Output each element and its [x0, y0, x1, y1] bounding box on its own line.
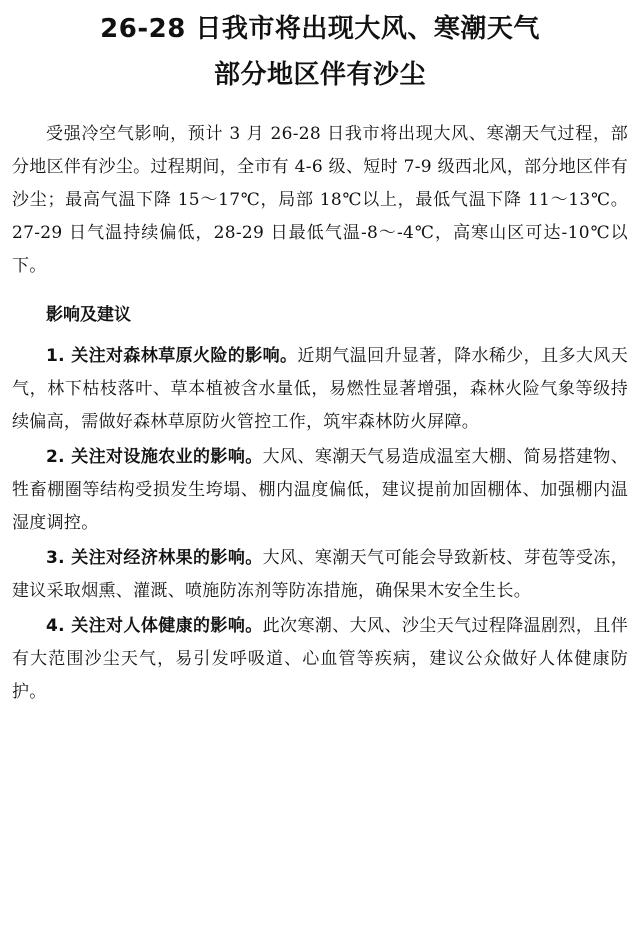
advice-item-4-heading: 4. 关注对人体健康的影响。 [46, 616, 263, 636]
advice-item-4-body: 此次寒潮、大风、沙尘天气过程降温剧烈，且伴有大范围沙尘天气，易引发呼吸道、心血管等疾病，建议公众做好人体健康防护。 [12, 616, 628, 702]
section-heading: 影响及建议 [46, 305, 131, 325]
advice-item-2-heading: 2. 关注对设施农业的影响。 [46, 447, 263, 467]
advice-item-3 [12, 542, 628, 608]
document-title-line1: 26-28 日我市将出现大风、寒潮天气 [100, 14, 540, 44]
advice-item-1-body: 近期气温回升显著，降水稀少，且多大风天气，林下枯枝落叶、草本植被含水量低，易燃性显著增强，森林火险气象等级持续偏高，需做好森林草原防火管控工作，筑牢森林防火屏障。 [12, 346, 628, 432]
advice-item-2 [12, 441, 628, 540]
advice-item-3-heading: 3. 关注对经济林果的影响。 [46, 548, 263, 568]
document-title-line2: 部分地区伴有沙尘 [213, 60, 426, 90]
advice-item-3-body: 大风、寒潮天气可能会导致新枝、芽苞等受冻，建议采取烟熏、灌溉、喷施防冻剂等防冻措施，确保果木安全生长。 [12, 548, 628, 601]
advice-item-2-body: 大风、寒潮天气易造成温室大棚、简易搭建物、牲畜棚圈等结构受损发生垮塌、棚内温度偏低，建议提前加固棚体、加强棚内温湿度调控。 [12, 447, 628, 533]
advice-item-1-heading: 1. 关注对森林草原火险的影响。 [46, 346, 298, 366]
intro-paragraph: 受强冷空气影响，预计 3 月 26-28 日我市将出现大风、寒潮天气过程，部分地区伴有沙尘。过程期间，全市有 4-6 级、短时 7-9 级西北风，部分地区伴有沙尘；最高气温下降 15～17℃，局部 18℃以上，最低气温下降 11～13℃。27-29 日气温持续偏低，28-29 日最低气温-8～-4℃，高寒山区可达-10℃以下。 [12, 124, 628, 276]
advice-item-4 [12, 610, 628, 709]
advice-item-1 [12, 340, 628, 439]
